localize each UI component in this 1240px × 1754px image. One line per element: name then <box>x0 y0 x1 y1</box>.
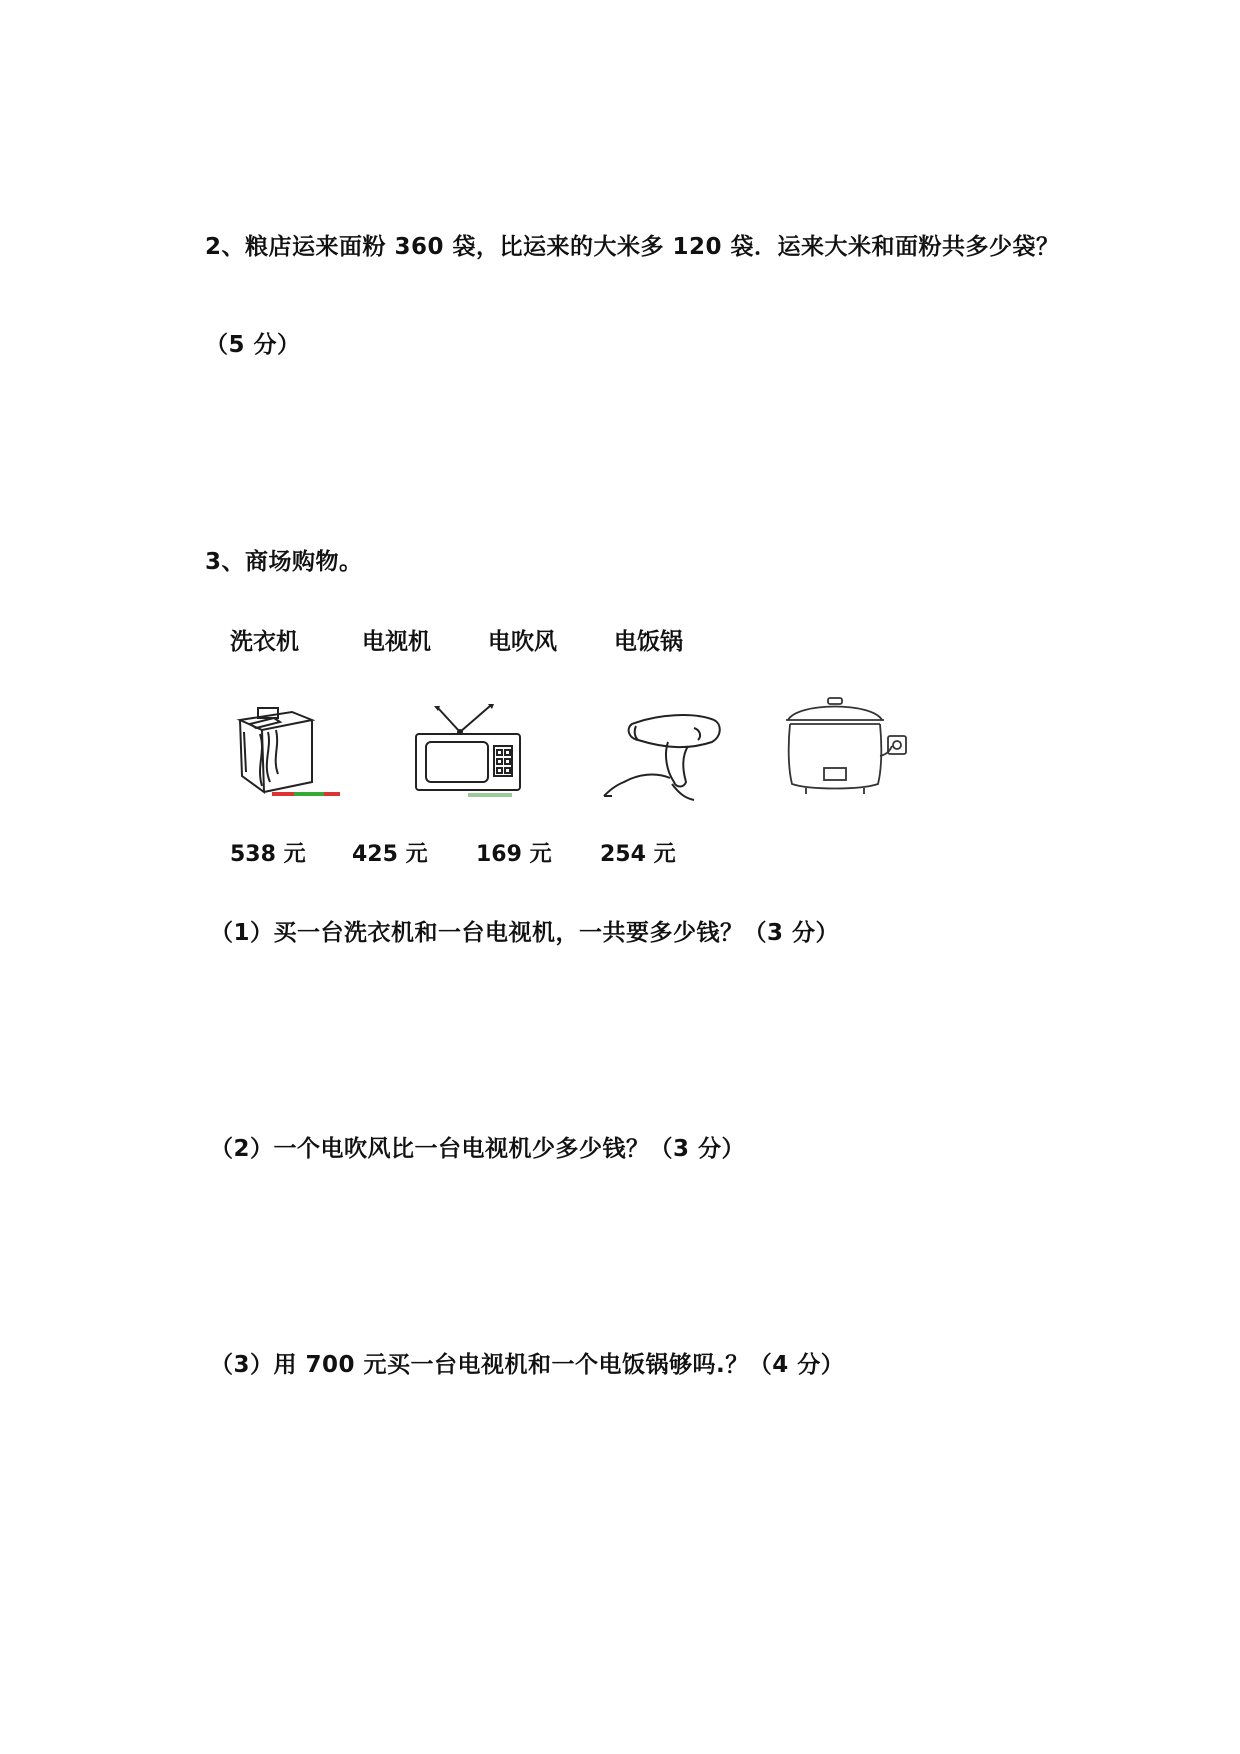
rice-cooker-icon <box>780 694 910 798</box>
item-price-washing-machine: 538 元 <box>230 842 306 867</box>
washing-machine-icon <box>232 702 342 798</box>
hair-dryer-icon <box>598 712 728 804</box>
item-price-rice-cooker: 254 元 <box>600 842 676 867</box>
item-price-television: 425 元 <box>352 842 428 867</box>
question-3-title: 3、商场购物。 <box>205 549 363 575</box>
item-name-television: 电视机 <box>362 629 431 655</box>
item-name-rice-cooker: 电饭锅 <box>614 629 683 655</box>
subquestion-3: （3）用 700 元买一台电视机和一个电饭锅够吗.？（4 分） <box>210 1352 845 1378</box>
subquestion-2: （2）一个电吹风比一台电视机少多少钱？（3 分） <box>210 1136 746 1162</box>
item-price-hair-dryer: 169 元 <box>476 842 552 867</box>
item-name-washing-machine: 洗衣机 <box>230 629 299 655</box>
subquestion-1: （1）买一台洗衣机和一台电视机，一共要多少钱？（3 分） <box>210 920 840 946</box>
question-2-score: （5 分） <box>205 332 301 358</box>
question-2-text: 2、粮店运来面粉 360 袋，比运来的大米多 120 袋．运来大米和面粉共多少袋？ <box>205 234 1060 260</box>
television-icon <box>408 702 528 800</box>
item-name-hair-dryer: 电吹风 <box>488 629 557 655</box>
